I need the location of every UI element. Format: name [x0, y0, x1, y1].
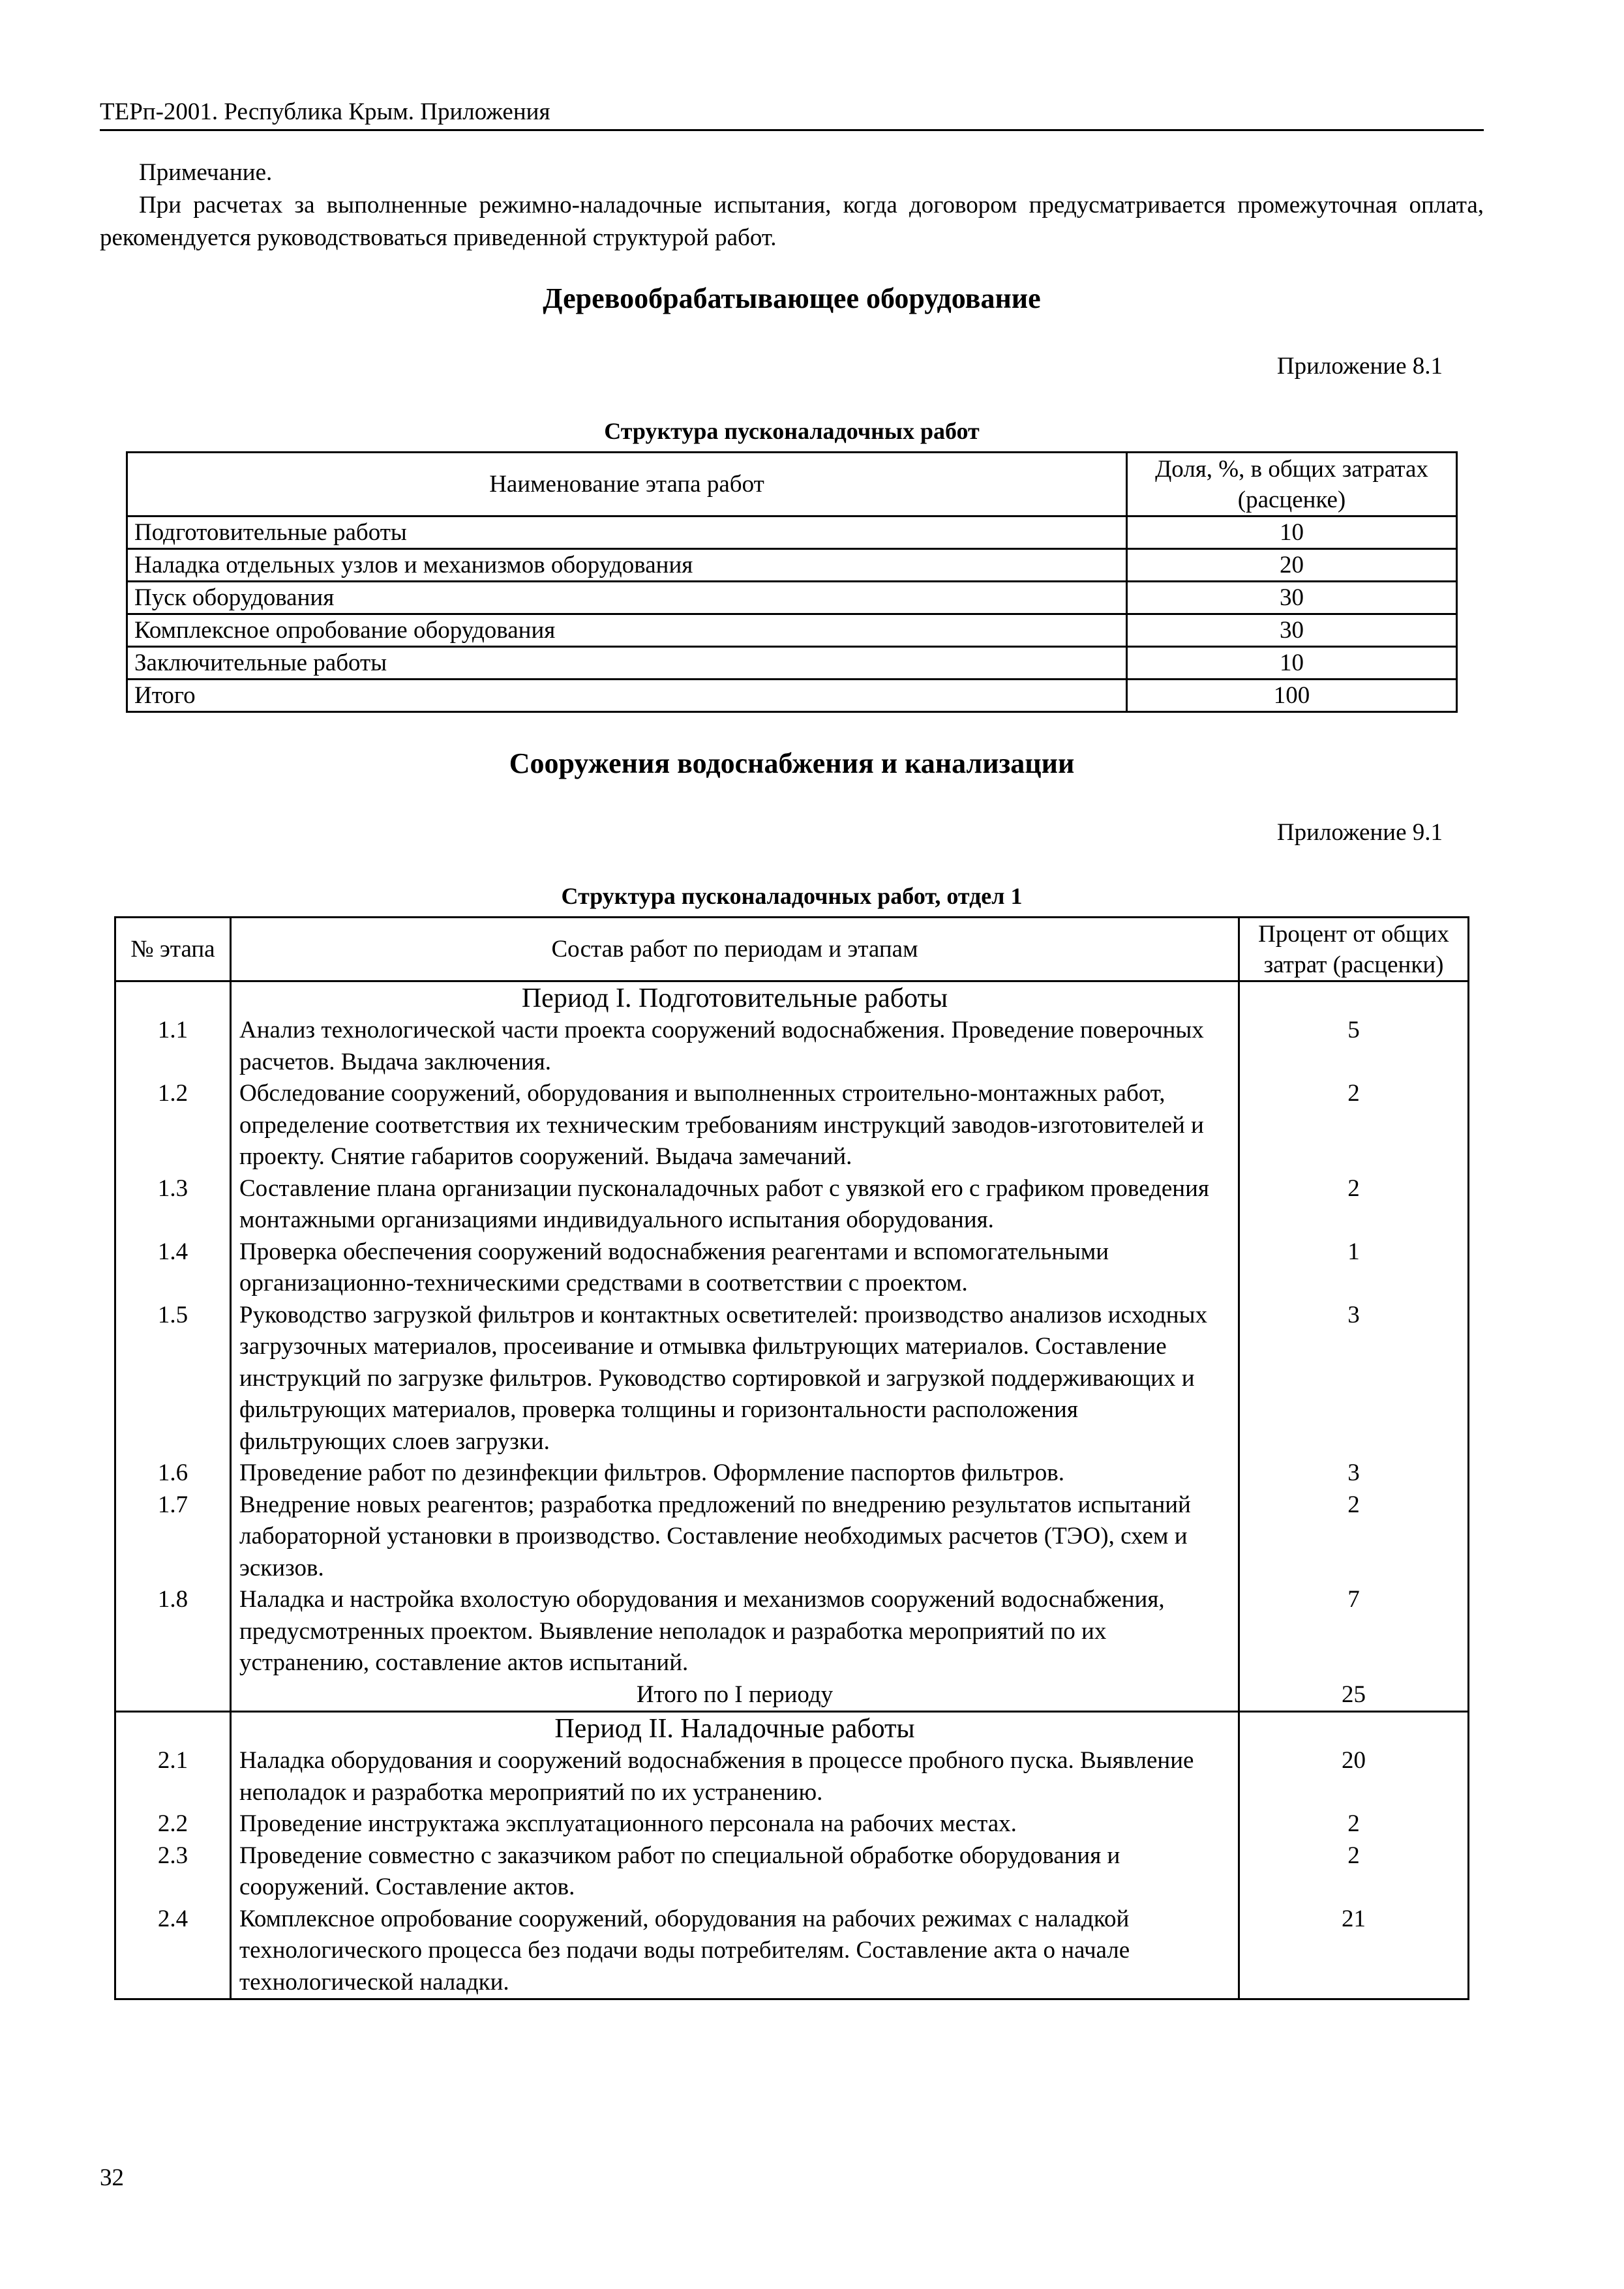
- stage-percent: 21: [1239, 1904, 1469, 1999]
- stage-text: Проверка обеспечения сооружений водоснабжения реагентами и вспомогательными организационно-техническими средствами в соответствии с проектом.: [231, 1236, 1239, 1300]
- table-row: [115, 1489, 1469, 1585]
- table-row: [115, 1840, 1469, 1904]
- stage-percent: 1: [1239, 1236, 1469, 1300]
- period-total-value: 25: [1239, 1679, 1469, 1712]
- stage-share: 20: [1127, 549, 1457, 582]
- stage-percent: 2: [1239, 1840, 1469, 1904]
- table-row: [115, 1236, 1469, 1300]
- table-row: [115, 1015, 1469, 1078]
- stage-percent: 5: [1239, 1015, 1469, 1078]
- table-row: [115, 1808, 1469, 1840]
- stage-share: 30: [1127, 614, 1457, 647]
- stage-number: 2.3: [115, 1840, 231, 1904]
- stage-text: Обследование сооружений, оборудования и выполненных строительно-монтажных работ, определение соответствия их техническим требованиям инструкций заводов-изготовителей и проекту. Снятие габаритов сооружений. Выдача замечаний.: [231, 1078, 1239, 1173]
- table-row: [115, 1173, 1469, 1236]
- stage-percent: 7: [1239, 1584, 1469, 1679]
- stage-text: Проведение совместно с заказчиком работ по специальной обработке оборудования и сооружений. Составление актов.: [231, 1840, 1239, 1904]
- stage-number: 1.1: [115, 1015, 231, 1078]
- stage-share: 10: [1127, 647, 1457, 680]
- running-header: ТЕРп-2001. Республика Крым. Приложения: [100, 95, 1484, 131]
- table-row: [127, 549, 1457, 582]
- stage-number: 1.2: [115, 1078, 231, 1173]
- table-row: [127, 516, 1457, 549]
- stage-text: Составление плана организации пусконаладочных работ с увязкой его с графиком проведения монтажными организациями индивидуального испытания оборудования.: [231, 1173, 1239, 1236]
- table-row: [115, 1904, 1469, 1999]
- stage-text: Внедрение новых реагентов; разработка предложений по внедрению результатов испытаний лабораторной установки в производство. Составление необходимых расчетов (ТЭО), схем и эскизов.: [231, 1489, 1239, 1585]
- note-text: При расчетах за выполненные режимно-наладочные испытания, когда договором предусматривается промежуточная оплата, рекомендуется руководствоваться приведенной структурой работ.: [100, 192, 1484, 251]
- table-row: [115, 1745, 1469, 1808]
- table-row: [127, 582, 1457, 614]
- table-woodworking-structure: [126, 451, 1458, 713]
- stage-percent: 3: [1239, 1458, 1469, 1489]
- stage-number: 2.2: [115, 1808, 231, 1840]
- stage-name: Наладка отдельных узлов и механизмов оборудования: [127, 549, 1127, 582]
- stage-percent: 2: [1239, 1489, 1469, 1585]
- table-row: [115, 1078, 1469, 1173]
- stage-percent: 2: [1239, 1078, 1469, 1173]
- table-caption-1: Структура пусконаладочных работ: [604, 418, 980, 444]
- table-row: [115, 1300, 1469, 1458]
- table-row: [115, 1458, 1469, 1489]
- period-row: [115, 981, 1469, 1015]
- stage-text: Проведение инструктажа эксплуатационного персонала на рабочих местах.: [231, 1808, 1239, 1840]
- stage-share: 30: [1127, 582, 1457, 614]
- stage-text: Комплексное опробование сооружений, оборудования на рабочих режимах с наладкой технологического процесса без подачи воды потребителям. Составление акта о начале технологической наладки.: [231, 1904, 1239, 1999]
- stage-text: Руководство загрузкой фильтров и контактных осветителей: производство анализов исходных загрузочных материалов, просеивание и отмывка фильтрующих материалов. Составление инструкций по загрузке фильтров. Руководство сортировкой и загрузкой поддерживающих и фильтрующих материалов, проверка толщины и горизонтальности расположения фильтрующих слоев загрузки.: [231, 1300, 1239, 1458]
- appendix-label-9-1: Приложение 9.1: [1276, 819, 1443, 846]
- stage-name: Заключительные работы: [127, 647, 1127, 680]
- stage-name: Подготовительные работы: [127, 516, 1127, 549]
- stage-percent: 20: [1239, 1745, 1469, 1808]
- section-title-water-supply: Сооружения водоснабжения и канализации: [509, 747, 1075, 779]
- column-header: № этапа: [115, 918, 231, 981]
- period-title: Период I. Подготовительные работы: [231, 981, 1239, 1015]
- table-header-row: [127, 453, 1457, 516]
- stage-share: 100: [1127, 680, 1457, 712]
- table-row: [127, 680, 1457, 712]
- column-header: Процент от общих затрат (расценки): [1239, 918, 1469, 981]
- stage-name: Комплексное опробование оборудования: [127, 614, 1127, 647]
- stage-name: Итого: [127, 680, 1127, 712]
- period-total-row: [115, 1679, 1469, 1712]
- table-row: [127, 614, 1457, 647]
- note-block: [100, 157, 1484, 254]
- stage-number: 1.5: [115, 1300, 231, 1458]
- column-header: Наименование этапа работ: [127, 453, 1127, 516]
- stage-number: 1.7: [115, 1489, 231, 1585]
- section-title-woodworking: Деревообрабатывающее оборудование: [543, 282, 1041, 314]
- stage-number: 2.1: [115, 1745, 231, 1808]
- column-header: Доля, %, в общих затратах (расценке): [1127, 453, 1457, 516]
- stage-text: Анализ технологической части проекта сооружений водоснабжения. Проведение поверочных расчетов. Выдача заключения.: [231, 1015, 1239, 1078]
- table-row: [115, 1584, 1469, 1679]
- table-caption-2: Структура пусконаладочных работ, отдел 1: [561, 883, 1023, 909]
- stage-percent: 2: [1239, 1173, 1469, 1236]
- table-header-row: [115, 918, 1469, 981]
- stage-name: Пуск оборудования: [127, 582, 1127, 614]
- stage-text: Проведение работ по дезинфекции фильтров. Оформление паспортов фильтров.: [231, 1458, 1239, 1489]
- stage-number: 1.6: [115, 1458, 231, 1489]
- stage-number: 1.4: [115, 1236, 231, 1300]
- stage-percent: 2: [1239, 1808, 1469, 1840]
- period-row: [115, 1712, 1469, 1746]
- page-number: 32: [100, 2164, 124, 2191]
- note-title: Примечание.: [139, 159, 273, 186]
- stage-text: Наладка оборудования и сооружений водоснабжения в процессе пробного пуска. Выявление неполадок и разработка мероприятий по их устранению.: [231, 1745, 1239, 1808]
- stage-percent: 3: [1239, 1300, 1469, 1458]
- stage-share: 10: [1127, 516, 1457, 549]
- table-water-supply-structure: [114, 916, 1469, 2000]
- table-row: [127, 647, 1457, 680]
- stage-text: Наладка и настройка вхолостую оборудования и механизмов сооружений водоснабжения, предусмотренных проектом. Выявление неполадок и разработка мероприятий по их устранению, составление актов испытаний.: [231, 1584, 1239, 1679]
- stage-number: 1.8: [115, 1584, 231, 1679]
- appendix-label-8-1: Приложение 8.1: [1276, 353, 1443, 380]
- stage-number: 1.3: [115, 1173, 231, 1236]
- stage-number: 2.4: [115, 1904, 231, 1999]
- period-total-label: Итого по I периоду: [231, 1679, 1239, 1712]
- period-title: Период II. Наладочные работы: [231, 1712, 1239, 1746]
- column-header: Состав работ по периодам и этапам: [231, 918, 1239, 981]
